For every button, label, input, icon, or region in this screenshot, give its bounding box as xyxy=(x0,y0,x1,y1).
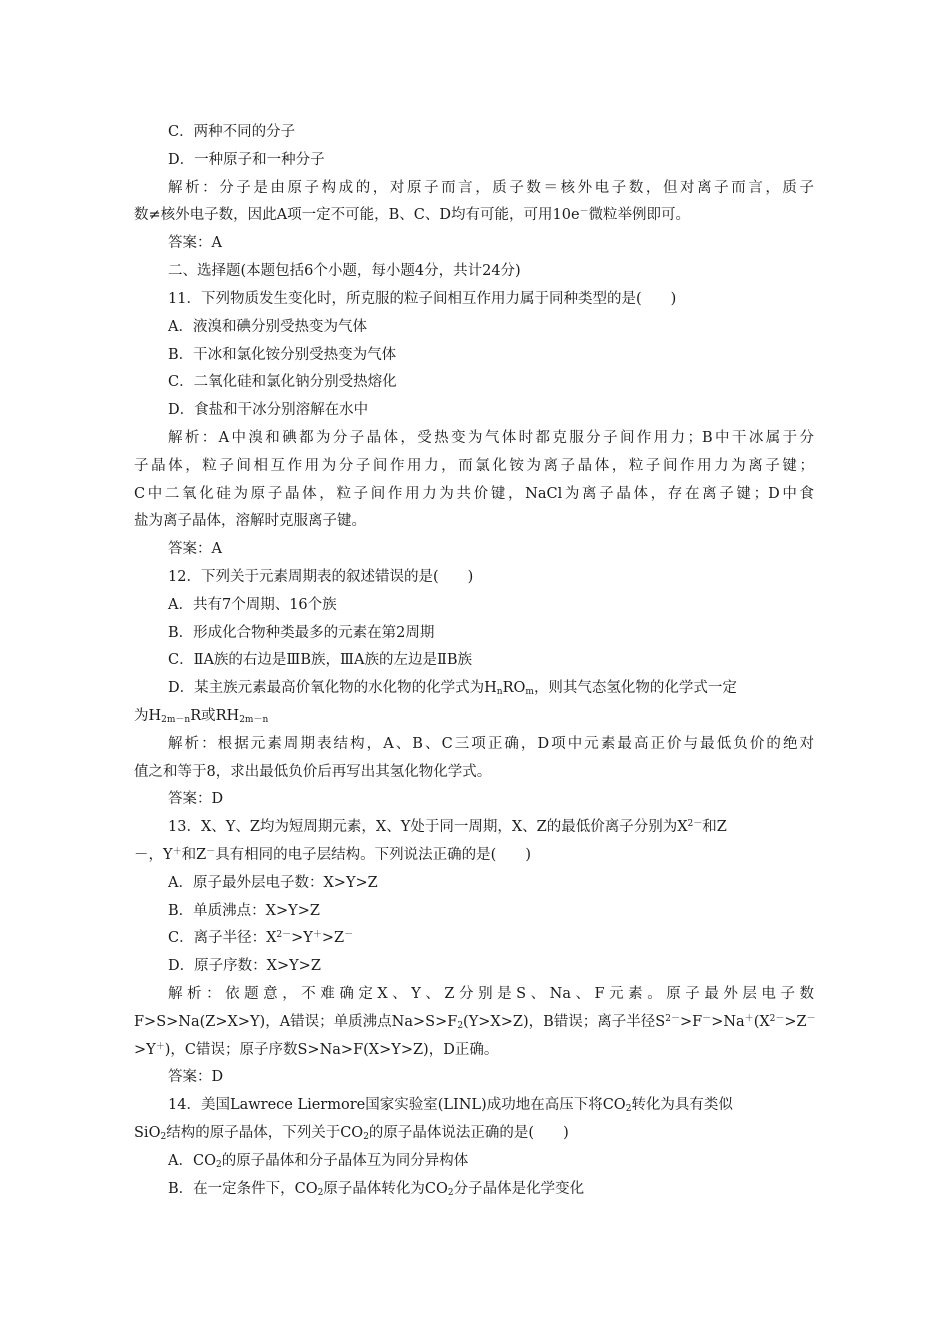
q11-answer: 答案：A xyxy=(168,541,222,557)
q12-answer: 答案：D xyxy=(168,791,224,807)
q14-option-a: A．$CO_2$的原子晶体和分子晶体互为同分异构体 xyxy=(168,1153,469,1170)
q10-option-d: D．一种原子和一种分子 xyxy=(168,152,325,168)
q12-analysis-line-2: 值之和等于8，求出最低负价后再写出其氢化物化学式。 xyxy=(134,764,492,780)
q13-analysis-line-1: 解析：依题意，不难确定X、Y、Z分别是S、Na、F元素。原子最外层电子数 xyxy=(168,986,814,1002)
q11-option-a: A．液溴和碘分别受热变为气体 xyxy=(168,319,367,335)
q13-option-a: A．原子最外层电子数：X>Y>Z xyxy=(168,875,378,891)
q10-answer: 答案：A xyxy=(168,235,222,251)
q11-option-c: C．二氧化硅和氯化钠分别受热熔化 xyxy=(168,374,397,390)
q14-option-b: B．在一定条件下，$CO_2$原子晶体转化为$CO_2$分子晶体是化学变化 xyxy=(168,1181,585,1198)
q14-stem-line-1: 14．美国Lawrece Liermore国家实验室(LINL)成功地在高压下将$CO_2$转化为具有类似 xyxy=(168,1097,733,1114)
q10-analysis-line-1: 解析：分子是由原子构成的，对原子而言，质子数＝核外电子数，但对离子而言，质子 xyxy=(168,180,814,196)
q12-option-d-line-2: 为$H_{2m-n}R$或$RH_{2m-n}$ xyxy=(134,708,269,725)
q12-stem: 12．下列关于元素周期表的叙述错误的是( ) xyxy=(168,569,474,585)
q12-option-a: A．共有7个周期、16个族 xyxy=(168,597,337,613)
q11-analysis-line-2: 子晶体，粒子间相互作用为分子间作用力，而氯化铵为离子晶体，粒子间作用力为离子键； xyxy=(134,458,814,474)
q14-stem-line-2: SiO$_2$结构的原子晶体，下列关于$CO_2$的原子晶体说法正确的是( ) xyxy=(134,1125,569,1142)
q13-stem-line-2: －，Y＋和Z－具有相同的电子层结构。下列说法正确的是( ) xyxy=(134,847,531,863)
section-heading: 二、选择题(本题包括6个小题，每小题4分，共计24分) xyxy=(168,263,521,279)
q12-option-c: C．ⅡA族的右边是ⅢB族，ⅢA族的左边是ⅡB族 xyxy=(168,652,473,668)
q12-analysis-line-1: 解析：根据元素周期表结构，A、B、C三项正确，D项中元素最高正价与最低负价的绝对 xyxy=(168,736,814,752)
q13-answer: 答案：D xyxy=(168,1069,224,1085)
q12-option-b: B．形成化合物种类最多的元素在第2周期 xyxy=(168,625,435,641)
q13-option-d: D．原子序数：X>Y>Z xyxy=(168,958,321,974)
q13-stem-line-1: 13．X、Y、Z均为短周期元素，X、Y处于同一周期，X、Z的最低价离子分别为$X^{2-}$和Z xyxy=(168,819,727,835)
q11-analysis-line-4: 盐为离子晶体，溶解时克服离子键。 xyxy=(134,513,366,529)
q12-option-d-line-1: D．某主族元素最高价氧化物的水化物的化学式为$H_nRO_m$，则其气态氢化物的化学式一定 xyxy=(168,680,737,697)
q13-option-b: B．单质沸点：X>Y>Z xyxy=(168,903,320,919)
q10-analysis-line-2: 数≠核外电子数，因此A项一定不可能，B、C、D均有可能，可用10e－微粒举例即可。 xyxy=(134,207,691,223)
q11-analysis-line-1: 解析：A中溴和碘都为分子晶体，受热变为气体时都克服分子间作用力；B中干冰属于分 xyxy=(168,430,814,446)
q13-option-c: C．离子半径：$X^{2-}>Y^+>Z^-$ xyxy=(168,930,354,946)
q11-option-d: D．食盐和干冰分别溶解在水中 xyxy=(168,402,369,418)
q11-option-b: B．干冰和氯化铵分别受热变为气体 xyxy=(168,347,397,363)
q13-analysis-line-2: F>S>Na(Z>X>Y)，A错误；单质沸点$Na>S>F_2(Y>X>Z)$，B错误；离子半径$S^{2-}>F^->Na^+(X^{2-}>Z^-$ xyxy=(134,1014,816,1031)
q10-option-c: C．两种不同的分子 xyxy=(168,124,296,140)
q11-analysis-line-3: C中二氧化硅为原子晶体，粒子间作用力为共价键，NaCl为离子晶体，存在离子键；D中食 xyxy=(134,486,814,502)
q11-stem: 11．下列物质发生变化时，所克服的粒子间相互作用力属于同种类型的是( ) xyxy=(168,291,677,307)
q13-analysis-line-3: >Y＋)，C错误；原子序数S>Na>F(X>Y>Z)，D正确。 xyxy=(134,1042,499,1058)
